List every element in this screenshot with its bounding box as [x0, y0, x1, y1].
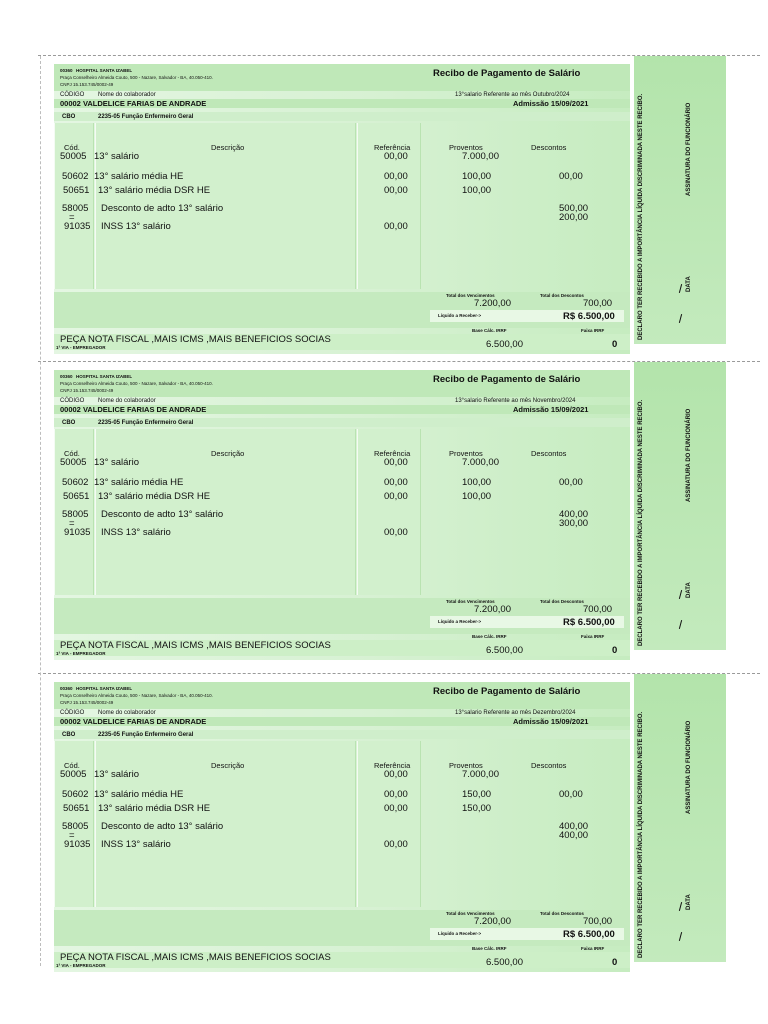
- item-provento: 7.000,00: [462, 457, 499, 468]
- codigo-label: CÓDIGO: [60, 710, 85, 716]
- item-description: 13° salário média DSR HE: [98, 185, 211, 196]
- admission-date: Admissão 15/09/2021: [513, 717, 589, 726]
- item-code: 50651: [63, 491, 90, 502]
- item-referencia: 00,00: [384, 185, 408, 196]
- nome-label: Nome do colaborador: [98, 398, 156, 404]
- item-description: Desconto de adto 13° salário: [101, 821, 224, 832]
- item-referencia: 00,00: [384, 803, 408, 814]
- liquido-value: R$ 6.500,00: [563, 311, 615, 322]
- item-desconto: 00,00: [559, 477, 583, 488]
- total-descontos-label: Total dos Descontos: [540, 911, 584, 916]
- item-description: 13° salário média DSR HE: [98, 491, 211, 502]
- item-referencia: 00,00: [384, 839, 408, 850]
- declaration-text: DECLARO TER RECEBIDO A IMPORTÂNCIA LÍQUIDA DISCRIMINADA NESTE RECIBO.: [638, 711, 644, 958]
- item-code: 50651: [63, 185, 90, 196]
- header-referencia: Referência: [374, 449, 411, 458]
- base-irrf: 6.500,00: [486, 339, 523, 350]
- item-description: 13° salário: [94, 769, 139, 780]
- date-label: DATA: [686, 894, 692, 910]
- item-code: 91035: [64, 839, 91, 850]
- cbo-value: 2235-05 Função Enfermeiro Geral: [98, 420, 194, 426]
- item-provento: 100,00: [462, 491, 492, 502]
- base-irrf-label: Base Cálc. IRRF: [472, 946, 507, 951]
- company-cnpj: CNPJ 15.153.745/0002-49: [60, 82, 114, 87]
- company-cnpj: CNPJ 15.153.745/0002-49: [60, 388, 114, 393]
- item-code: 50005: [60, 769, 87, 780]
- header-descricao: Descrição: [211, 449, 245, 458]
- date-slash: [679, 284, 682, 293]
- via-label: 1ª VIA - EMPREGADOR: [56, 651, 106, 656]
- item-provento: 100,00: [462, 477, 492, 488]
- item-description: INSS 13° salário: [101, 839, 171, 850]
- company-address: Praça Conselheiro Almeida Couto, 500 - Nazare, Salvador - BA, 40.050-410.: [60, 75, 213, 80]
- header-proventos: Proventos: [449, 143, 483, 152]
- payslip: [44, 362, 727, 662]
- footer-note: PEÇA NOTA FISCAL ,MAIS ICMS ,MAIS BENEFICIOS SOCIAS: [60, 640, 331, 651]
- codigo-label: CÓDIGO: [60, 398, 85, 404]
- item-referencia: 00,00: [384, 221, 408, 232]
- cbo-label: CBO: [62, 420, 76, 426]
- total-vencimentos-label: Total dos Vencimentos: [446, 293, 495, 298]
- faixa-irrf-label: Faixa IRRF: [581, 634, 605, 639]
- item-description: 13° salário média HE: [94, 171, 184, 182]
- company-name: HOSPITAL SANTA IZABEL: [76, 68, 133, 73]
- date-slash: [679, 314, 682, 323]
- cbo-label: CBO: [62, 732, 76, 738]
- item-code: 50005: [60, 457, 87, 468]
- admission-date: Admissão 15/09/2021: [513, 405, 589, 414]
- admission-date: Admissão 15/09/2021: [513, 99, 589, 108]
- payslip-body: [54, 682, 630, 972]
- employee-line: 00002 VALDELICE FARIAS DE ANDRADE: [60, 405, 207, 414]
- payslip-body: [54, 370, 630, 660]
- item-code: 58005: [62, 509, 89, 520]
- cut-line-vertical: [40, 56, 41, 966]
- date-slash: [679, 902, 682, 911]
- item-code: 50005: [60, 151, 87, 162]
- liquido-label: Líquido a Receber->: [438, 619, 482, 624]
- item-description: Desconto de adto 13° salário: [101, 203, 224, 214]
- declaration-text: DECLARO TER RECEBIDO A IMPORTÂNCIA LÍQUIDA DISCRIMINADA NESTE RECIBO.: [638, 399, 644, 646]
- header-cod: Cód.: [64, 449, 80, 458]
- item-code: 50602: [62, 477, 89, 488]
- item-desconto: 400,00: [559, 821, 589, 832]
- item-desconto: 00,00: [559, 789, 583, 800]
- header-referencia: Referência: [374, 143, 411, 152]
- item-referencia: 00,00: [384, 457, 408, 468]
- company-address: Praça Conselheiro Almeida Couto, 500 - Nazare, Salvador - BA, 40.050-410.: [60, 381, 213, 386]
- header-descricao: Descrição: [211, 143, 245, 152]
- item-code: 50602: [62, 171, 89, 182]
- item-desconto: 00,00: [559, 171, 583, 182]
- item-description: Desconto de adto 13° salário: [101, 509, 224, 520]
- item-description: 13° salário: [94, 457, 139, 468]
- total-vencimentos: 7.200,00: [474, 916, 511, 927]
- liquido-label: Líquido a Receber->: [438, 931, 482, 936]
- item-code: =: [69, 518, 75, 529]
- item-provento: 150,00: [462, 789, 492, 800]
- company-address: Praça Conselheiro Almeida Couto, 500 - Nazare, Salvador - BA, 40.050-410.: [60, 693, 213, 698]
- total-vencimentos-label: Total dos Vencimentos: [446, 599, 495, 604]
- reference-month: 13°salario Referente ao mês Dezembro/2024: [455, 710, 576, 716]
- header-cod: Cód.: [64, 761, 80, 770]
- total-descontos: 700,00: [583, 298, 613, 309]
- item-desconto: 200,00: [559, 212, 589, 223]
- signature-panel: [634, 362, 726, 650]
- base-irrf: 6.500,00: [486, 957, 523, 968]
- cbo-value: 2235-05 Função Enfermeiro Geral: [98, 732, 194, 738]
- item-desconto: 300,00: [559, 518, 589, 529]
- receipt-title: Recibo de Pagamento de Salário: [433, 68, 581, 79]
- item-code: =: [69, 212, 75, 223]
- receipt-title: Recibo de Pagamento de Salário: [433, 374, 581, 385]
- item-code: 58005: [62, 203, 89, 214]
- item-code: 91035: [64, 221, 91, 232]
- payslip: [44, 674, 727, 974]
- item-referencia: 00,00: [384, 491, 408, 502]
- footer-note: PEÇA NOTA FISCAL ,MAIS ICMS ,MAIS BENEFICIOS SOCIAS: [60, 952, 331, 963]
- date-slash: [679, 590, 682, 599]
- total-descontos: 700,00: [583, 604, 613, 615]
- total-descontos: 700,00: [583, 916, 613, 927]
- cbo-label: CBO: [62, 114, 76, 120]
- item-description: INSS 13° salário: [101, 527, 171, 538]
- faixa-irrf: 0: [612, 645, 618, 656]
- footer-note: PEÇA NOTA FISCAL ,MAIS ICMS ,MAIS BENEFICIOS SOCIAS: [60, 334, 331, 345]
- item-description: 13° salário média HE: [94, 477, 184, 488]
- total-vencimentos-label: Total dos Vencimentos: [446, 911, 495, 916]
- item-code: 91035: [64, 527, 91, 538]
- reference-month: 13°salario Referente ao mês Novembro/2024: [455, 398, 576, 404]
- base-irrf-label: Base Cálc. IRRF: [472, 634, 507, 639]
- item-referencia: 00,00: [384, 171, 408, 182]
- header-descontos: Descontos: [531, 761, 567, 770]
- company-code: 00360: [60, 68, 73, 73]
- total-vencimentos: 7.200,00: [474, 298, 511, 309]
- faixa-irrf: 0: [612, 957, 618, 968]
- company-name: HOSPITAL SANTA IZABEL: [76, 374, 133, 379]
- company-cnpj: CNPJ 15.153.745/0002-49: [60, 700, 114, 705]
- item-desconto: 500,00: [559, 203, 589, 214]
- header-proventos: Proventos: [449, 761, 483, 770]
- total-descontos-label: Total dos Descontos: [540, 599, 584, 604]
- base-irrf: 6.500,00: [486, 645, 523, 656]
- item-description: 13° salário média DSR HE: [98, 803, 211, 814]
- item-desconto: 400,00: [559, 509, 589, 520]
- signature-panel: [634, 674, 726, 962]
- signature-label: ASSINATURA DO FUNCIONÁRIO: [686, 720, 692, 814]
- header-proventos: Proventos: [449, 449, 483, 458]
- declaration-text: DECLARO TER RECEBIDO A IMPORTÂNCIA LÍQUIDA DISCRIMINADA NESTE RECIBO.: [638, 93, 644, 340]
- signature-label: ASSINATURA DO FUNCIONÁRIO: [686, 102, 692, 196]
- nome-label: Nome do colaborador: [98, 710, 156, 716]
- faixa-irrf-label: Faixa IRRF: [581, 328, 605, 333]
- item-provento: 100,00: [462, 185, 492, 196]
- item-provento: 7.000,00: [462, 769, 499, 780]
- header-descontos: Descontos: [531, 143, 567, 152]
- item-code: 50651: [63, 803, 90, 814]
- company-code: 00360: [60, 374, 73, 379]
- codigo-label: CÓDIGO: [60, 92, 85, 98]
- item-referencia: 00,00: [384, 151, 408, 162]
- total-vencimentos: 7.200,00: [474, 604, 511, 615]
- item-description: INSS 13° salário: [101, 221, 171, 232]
- item-code: 50602: [62, 789, 89, 800]
- signature-label: ASSINATURA DO FUNCIONÁRIO: [686, 408, 692, 502]
- receipt-title: Recibo de Pagamento de Salário: [433, 686, 581, 697]
- item-referencia: 00,00: [384, 477, 408, 488]
- employee-line: 00002 VALDELICE FARIAS DE ANDRADE: [60, 99, 207, 108]
- header-referencia: Referência: [374, 761, 411, 770]
- base-irrf-label: Base Cálc. IRRF: [472, 328, 507, 333]
- company-code: 00360: [60, 686, 73, 691]
- item-referencia: 00,00: [384, 527, 408, 538]
- faixa-irrf: 0: [612, 339, 618, 350]
- item-provento: 7.000,00: [462, 151, 499, 162]
- item-provento: 100,00: [462, 171, 492, 182]
- date-label: DATA: [686, 276, 692, 292]
- payslip-body: [54, 64, 630, 354]
- item-code: 58005: [62, 821, 89, 832]
- item-description: 13° salário média HE: [94, 789, 184, 800]
- total-descontos-label: Total dos Descontos: [540, 293, 584, 298]
- item-code: =: [69, 830, 75, 841]
- nome-label: Nome do colaborador: [98, 92, 156, 98]
- header-descricao: Descrição: [211, 761, 245, 770]
- liquido-value: R$ 6.500,00: [563, 617, 615, 628]
- item-referencia: 00,00: [384, 789, 408, 800]
- employee-line: 00002 VALDELICE FARIAS DE ANDRADE: [60, 717, 207, 726]
- date-slash: [679, 620, 682, 629]
- faixa-irrf-label: Faixa IRRF: [581, 946, 605, 951]
- signature-panel: [634, 56, 726, 344]
- company-name: HOSPITAL SANTA IZABEL: [76, 686, 133, 691]
- item-desconto: 400,00: [559, 830, 589, 841]
- date-slash: [679, 932, 682, 941]
- liquido-value: R$ 6.500,00: [563, 929, 615, 940]
- date-label: DATA: [686, 582, 692, 598]
- liquido-label: Líquido a Receber->: [438, 313, 482, 318]
- cbo-value: 2235-05 Função Enfermeiro Geral: [98, 114, 194, 120]
- header-descontos: Descontos: [531, 449, 567, 458]
- item-provento: 150,00: [462, 803, 492, 814]
- via-label: 1ª VIA - EMPREGADOR: [56, 963, 106, 968]
- reference-month: 13°salario Referente ao mês Outubro/2024: [455, 92, 570, 98]
- header-cod: Cód.: [64, 143, 80, 152]
- item-referencia: 00,00: [384, 769, 408, 780]
- via-label: 1ª VIA - EMPREGADOR: [56, 345, 106, 350]
- item-description: 13° salário: [94, 151, 139, 162]
- payslip: [44, 56, 727, 356]
